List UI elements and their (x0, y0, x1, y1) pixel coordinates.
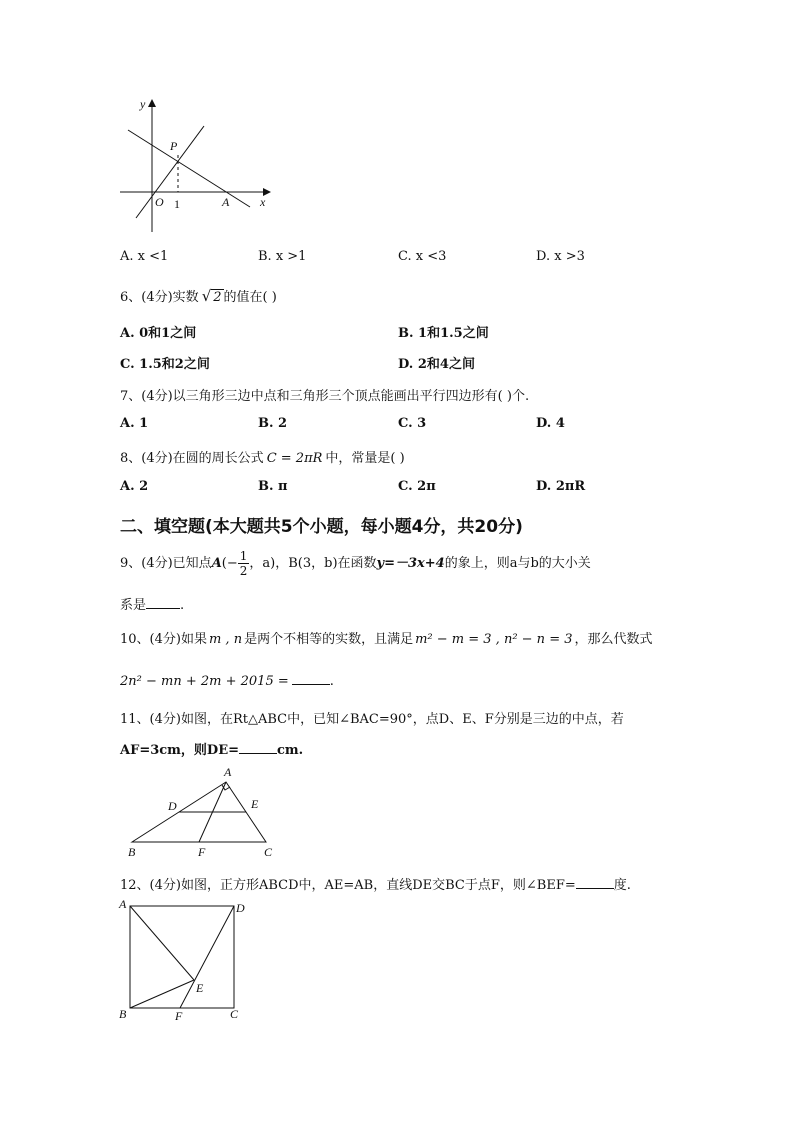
q5-option-c[interactable]: C. x <3 (398, 249, 447, 264)
line-df (180, 906, 234, 1008)
q10-answer-blank[interactable] (292, 672, 330, 685)
section-2-title: 二、填空题(本大题共5个小题，每小题4分，共20分) (120, 517, 523, 537)
q7-option-b[interactable]: B. 2 (258, 416, 288, 431)
q11-answer-blank[interactable] (239, 741, 277, 754)
q11-line-2 (120, 739, 303, 758)
q12-answer-blank[interactable] (576, 876, 614, 889)
label-d: D (168, 799, 177, 813)
q10-line-1 (120, 628, 653, 647)
q10-line-2 (120, 672, 334, 689)
q6-option-c[interactable]: C. 1.5和2之间 (120, 357, 210, 372)
p-label: P (170, 139, 178, 153)
line-through-a (128, 130, 250, 207)
q6-radicand: 2 (213, 290, 222, 305)
q10-expr: 2n² − mn + 2m + 2015 = (120, 674, 289, 689)
label-e: E (196, 981, 204, 995)
q6-stem-pre: 6、(4分)实数 (120, 290, 199, 305)
segment-ae (130, 906, 194, 980)
q11-line2-pre: AF=3cm，则DE= (120, 743, 239, 758)
q9-frac-num: 1 (239, 549, 248, 563)
q8-stem (120, 447, 405, 466)
q9-line2-pre: 系是 (120, 598, 147, 613)
q8-stem-pre: 8、(4分)在圆的周长公式 (120, 451, 264, 466)
one-label: 1 (174, 197, 180, 211)
q7-option-a[interactable]: A. 1 (120, 416, 149, 431)
label-f: F (198, 845, 206, 859)
q8-option-b[interactable]: B. π (258, 479, 288, 494)
label-a: A (119, 897, 127, 911)
q12-square-figure (116, 896, 256, 1026)
q5-option-b[interactable]: B. x >1 (258, 249, 307, 264)
q6-option-b[interactable]: B. 1和1.5之间 (398, 326, 489, 341)
q9-point-a: A (211, 556, 222, 571)
q7-option-c[interactable]: C. 3 (398, 416, 427, 431)
q6-option-a[interactable]: A. 0和1之间 (120, 326, 197, 341)
label-f: F (175, 1009, 183, 1023)
q5-option-a[interactable]: A. x <1 (120, 249, 169, 264)
q9-minus: − (226, 556, 238, 571)
q6-stem (120, 286, 277, 305)
label-c: C (264, 845, 273, 859)
label-b: B (128, 845, 136, 859)
q5-option-d[interactable]: D. x >3 (536, 249, 585, 264)
x-label: x (260, 195, 266, 209)
label-b: B (119, 1007, 127, 1021)
y-label: y (140, 97, 146, 111)
q7-stem: 7、(4分)以三角形三边中点和三角形三个顶点能画出平行四边形有( )个. (120, 389, 530, 404)
q6-stem-post: 的值在( ) (223, 290, 277, 305)
q9-post: 的象上，则a与b的大小关 (444, 556, 591, 571)
q12-pre: 12、(4分)如图，正方形ABCD中，AE=AB，直线DE交BC于点F，则∠BEF= (120, 878, 576, 893)
q9-line-1 (120, 549, 591, 578)
q10-pre: 10、(4分)如果 (120, 632, 207, 647)
q9-func: y=－3x+4 (376, 556, 445, 571)
q9-lparen: ( (221, 556, 227, 571)
q5-coordinate-graph (112, 94, 282, 236)
label-c: C (230, 1007, 239, 1021)
q9-line-2 (120, 594, 184, 613)
q6-option-d[interactable]: D. 2和4之间 (398, 357, 475, 372)
q9-mid: ，a)，B(3，b)在函数 (249, 556, 377, 571)
a-label: A (222, 195, 230, 209)
q10-post: ，那么代数式 (574, 632, 653, 647)
q11-triangle-figure (120, 762, 290, 862)
q11-line-1: 11、(4分)如图，在Rt△ABC中，已知∠BAC=90°，点D、E、F分别是三边的中点，若 (120, 712, 624, 727)
q10-end: . (329, 674, 334, 689)
label-a: A (224, 765, 232, 779)
q10-cond: m² − m = 3 , n² − n = 3 (415, 632, 573, 647)
q8-option-d[interactable]: D. 2πR (536, 479, 586, 494)
segment-be (130, 980, 194, 1008)
q8-option-c[interactable]: C. 2π (398, 479, 436, 494)
label-e: E (251, 797, 259, 811)
q10-mid: 是两个不相等的实数，且满足 (244, 632, 414, 647)
square-abcd (130, 906, 234, 1008)
q8-formula: C = 2πR (266, 451, 323, 466)
q9-frac-den: 2 (239, 564, 248, 578)
q11-line2-post: cm. (277, 743, 304, 758)
origin-label: O (155, 195, 164, 209)
q8-option-a[interactable]: A. 2 (120, 479, 149, 494)
q10-vars: m , n (208, 632, 243, 647)
q8-stem-post: 中，常量是( ) (325, 451, 405, 466)
q9-line2-post: . (180, 598, 185, 613)
q12-stem (120, 874, 631, 893)
sqrt-symbol: √ (201, 287, 212, 305)
q9-answer-blank[interactable] (146, 596, 180, 609)
q9-fraction (238, 549, 250, 578)
q9-pre: 9、(4分)已知点 (120, 556, 212, 571)
q7-option-d[interactable]: D. 4 (536, 416, 565, 431)
label-d: D (236, 901, 245, 915)
q12-post: 度. (613, 878, 631, 893)
